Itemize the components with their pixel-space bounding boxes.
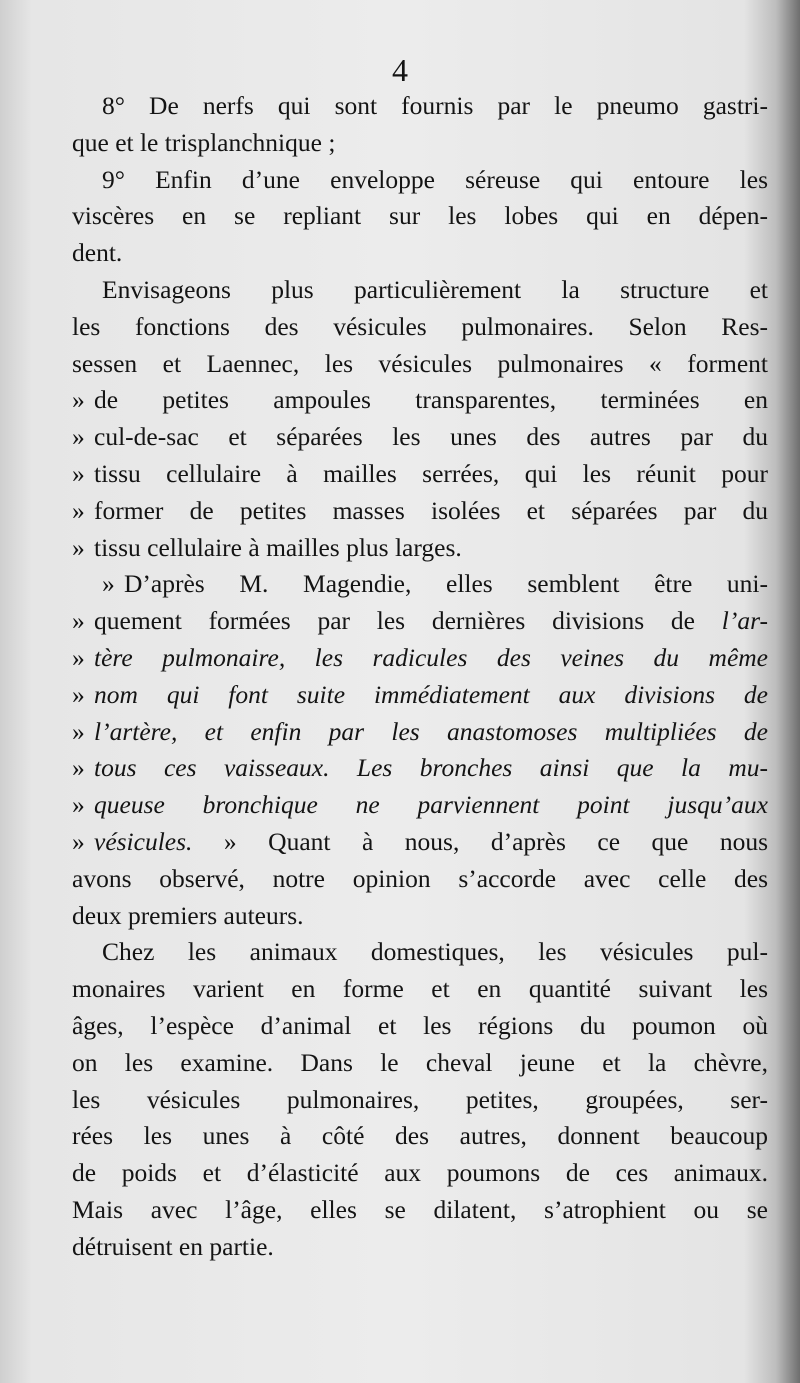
line-text: tère pulmonaire, les radicules des veines du même [94,642,768,672]
line-text: D’après M. Magendie, elles semblent être uni- [124,569,768,599]
text-line [72,1082,768,1119]
line-text: 9° Enfin d’une enveloppe séreuse qui entoure les [102,164,768,194]
line-text: les vésicules pulmonaires, petites, groupées, ser- [72,1084,768,1114]
line-text: que et le trisplanchnique ; [72,127,336,157]
line-text: cul-de-sac et séparées les unes des autres par du [94,422,768,452]
line-text: dent. [72,238,123,268]
line-text: de petites ampoules transparentes, terminées en [94,385,768,415]
text-line [72,162,768,199]
line-text: Envisageons plus particulièrement la structure et [102,274,768,304]
text-line [72,898,768,935]
text-line [72,419,768,456]
line-text: détruisent en partie. [72,1231,274,1261]
line-text: de poids et d’élasticité aux poumons de ces animaux. [72,1158,768,1188]
quote-mark: » [102,569,115,599]
text-line [72,1008,768,1045]
italic-text: l’ar- [721,606,768,636]
text-line [72,934,768,971]
quote-mark: » [72,532,85,562]
line-text: 8° De nerfs qui sont fournis par le pneumo gastri- [102,91,768,120]
text-line [72,309,768,346]
text-line [72,566,768,603]
line-text: Chez les animaux domestiques, les vésicules pul- [102,937,768,967]
line-text: queuse bronchique ne parviennent point jusqu’aux [94,790,768,820]
quote-mark: » [72,422,85,452]
text-line [72,1045,768,1082]
line-text: monaires varient en forme et en quantité suivant les [72,974,768,1004]
line-text: former de petites masses isolées et séparées par du [94,495,768,525]
quote-mark: » [72,790,85,820]
line-text: viscères en se repliant sur les lobes qui en dépen- [72,201,768,231]
quote-mark: » [72,716,85,746]
line-text: tous ces vaisseaux. Les bronches ainsi que la mu- [94,753,768,783]
text-line [72,861,768,898]
line-text: tissu cellulaire à mailles plus larges. [94,532,462,562]
text-line [72,456,768,493]
text-line [72,125,768,162]
text-line [72,787,768,824]
line-text: avons observé, notre opinion s’accorde avec celle des [72,863,768,893]
line-text: âges, l’espèce d’animal et les régions du poumon où [72,1010,768,1040]
quote-mark: » [72,826,85,856]
text-line [72,714,768,751]
line-text: tissu cellulaire à mailles serrées, qui les réunit pour [94,458,768,488]
line-text: sessen et Laennec, les vésicules pulmonaires « forment [72,348,768,378]
line-text: nom qui font suite immédiatement aux divisions de [94,679,768,709]
text-line [72,530,768,567]
text-line [72,272,768,309]
text-line [72,824,768,861]
text-line [72,88,768,125]
text-line [72,677,768,714]
text-line [72,1155,768,1192]
quote-mark: » [72,495,85,525]
line-text: » Quant à nous, d’après ce que nous [192,826,768,856]
text-line [72,346,768,383]
line-text: l’artère, et enfin par les anastomoses multipliées de [94,716,768,746]
line-text: on les examine. Dans le cheval jeune et la chèvre, [72,1047,768,1077]
text-line [72,640,768,677]
text-line [72,1229,768,1266]
quote-mark: » [72,458,85,488]
line-text: quement formées par les dernières divisions de [94,606,722,636]
quote-mark: » [72,753,85,783]
line-text: Mais avec l’âge, elles se dilatent, s’atrophient ou se [72,1194,768,1224]
line-text: les fonctions des vésicules pulmonaires. Selon Res- [72,311,768,341]
text-line [72,603,768,640]
italic-text: vésicules. [94,826,193,856]
quote-mark: » [72,606,85,636]
page-number: 4 [392,52,408,88]
line-text: rées les unes à côté des autres, donnent beaucoup [72,1121,768,1151]
text-line [72,1118,768,1155]
text-line [72,1192,768,1229]
body-text [72,88,768,1266]
text-line [72,493,768,530]
quote-mark: » [72,642,85,672]
line-text: deux premiers auteurs. [72,900,304,930]
quote-mark: » [72,385,85,415]
text-line [72,235,768,272]
text-line [72,382,768,419]
text-line [72,971,768,1008]
quote-mark: » [72,679,85,709]
text-line [72,198,768,235]
text-line [72,750,768,787]
